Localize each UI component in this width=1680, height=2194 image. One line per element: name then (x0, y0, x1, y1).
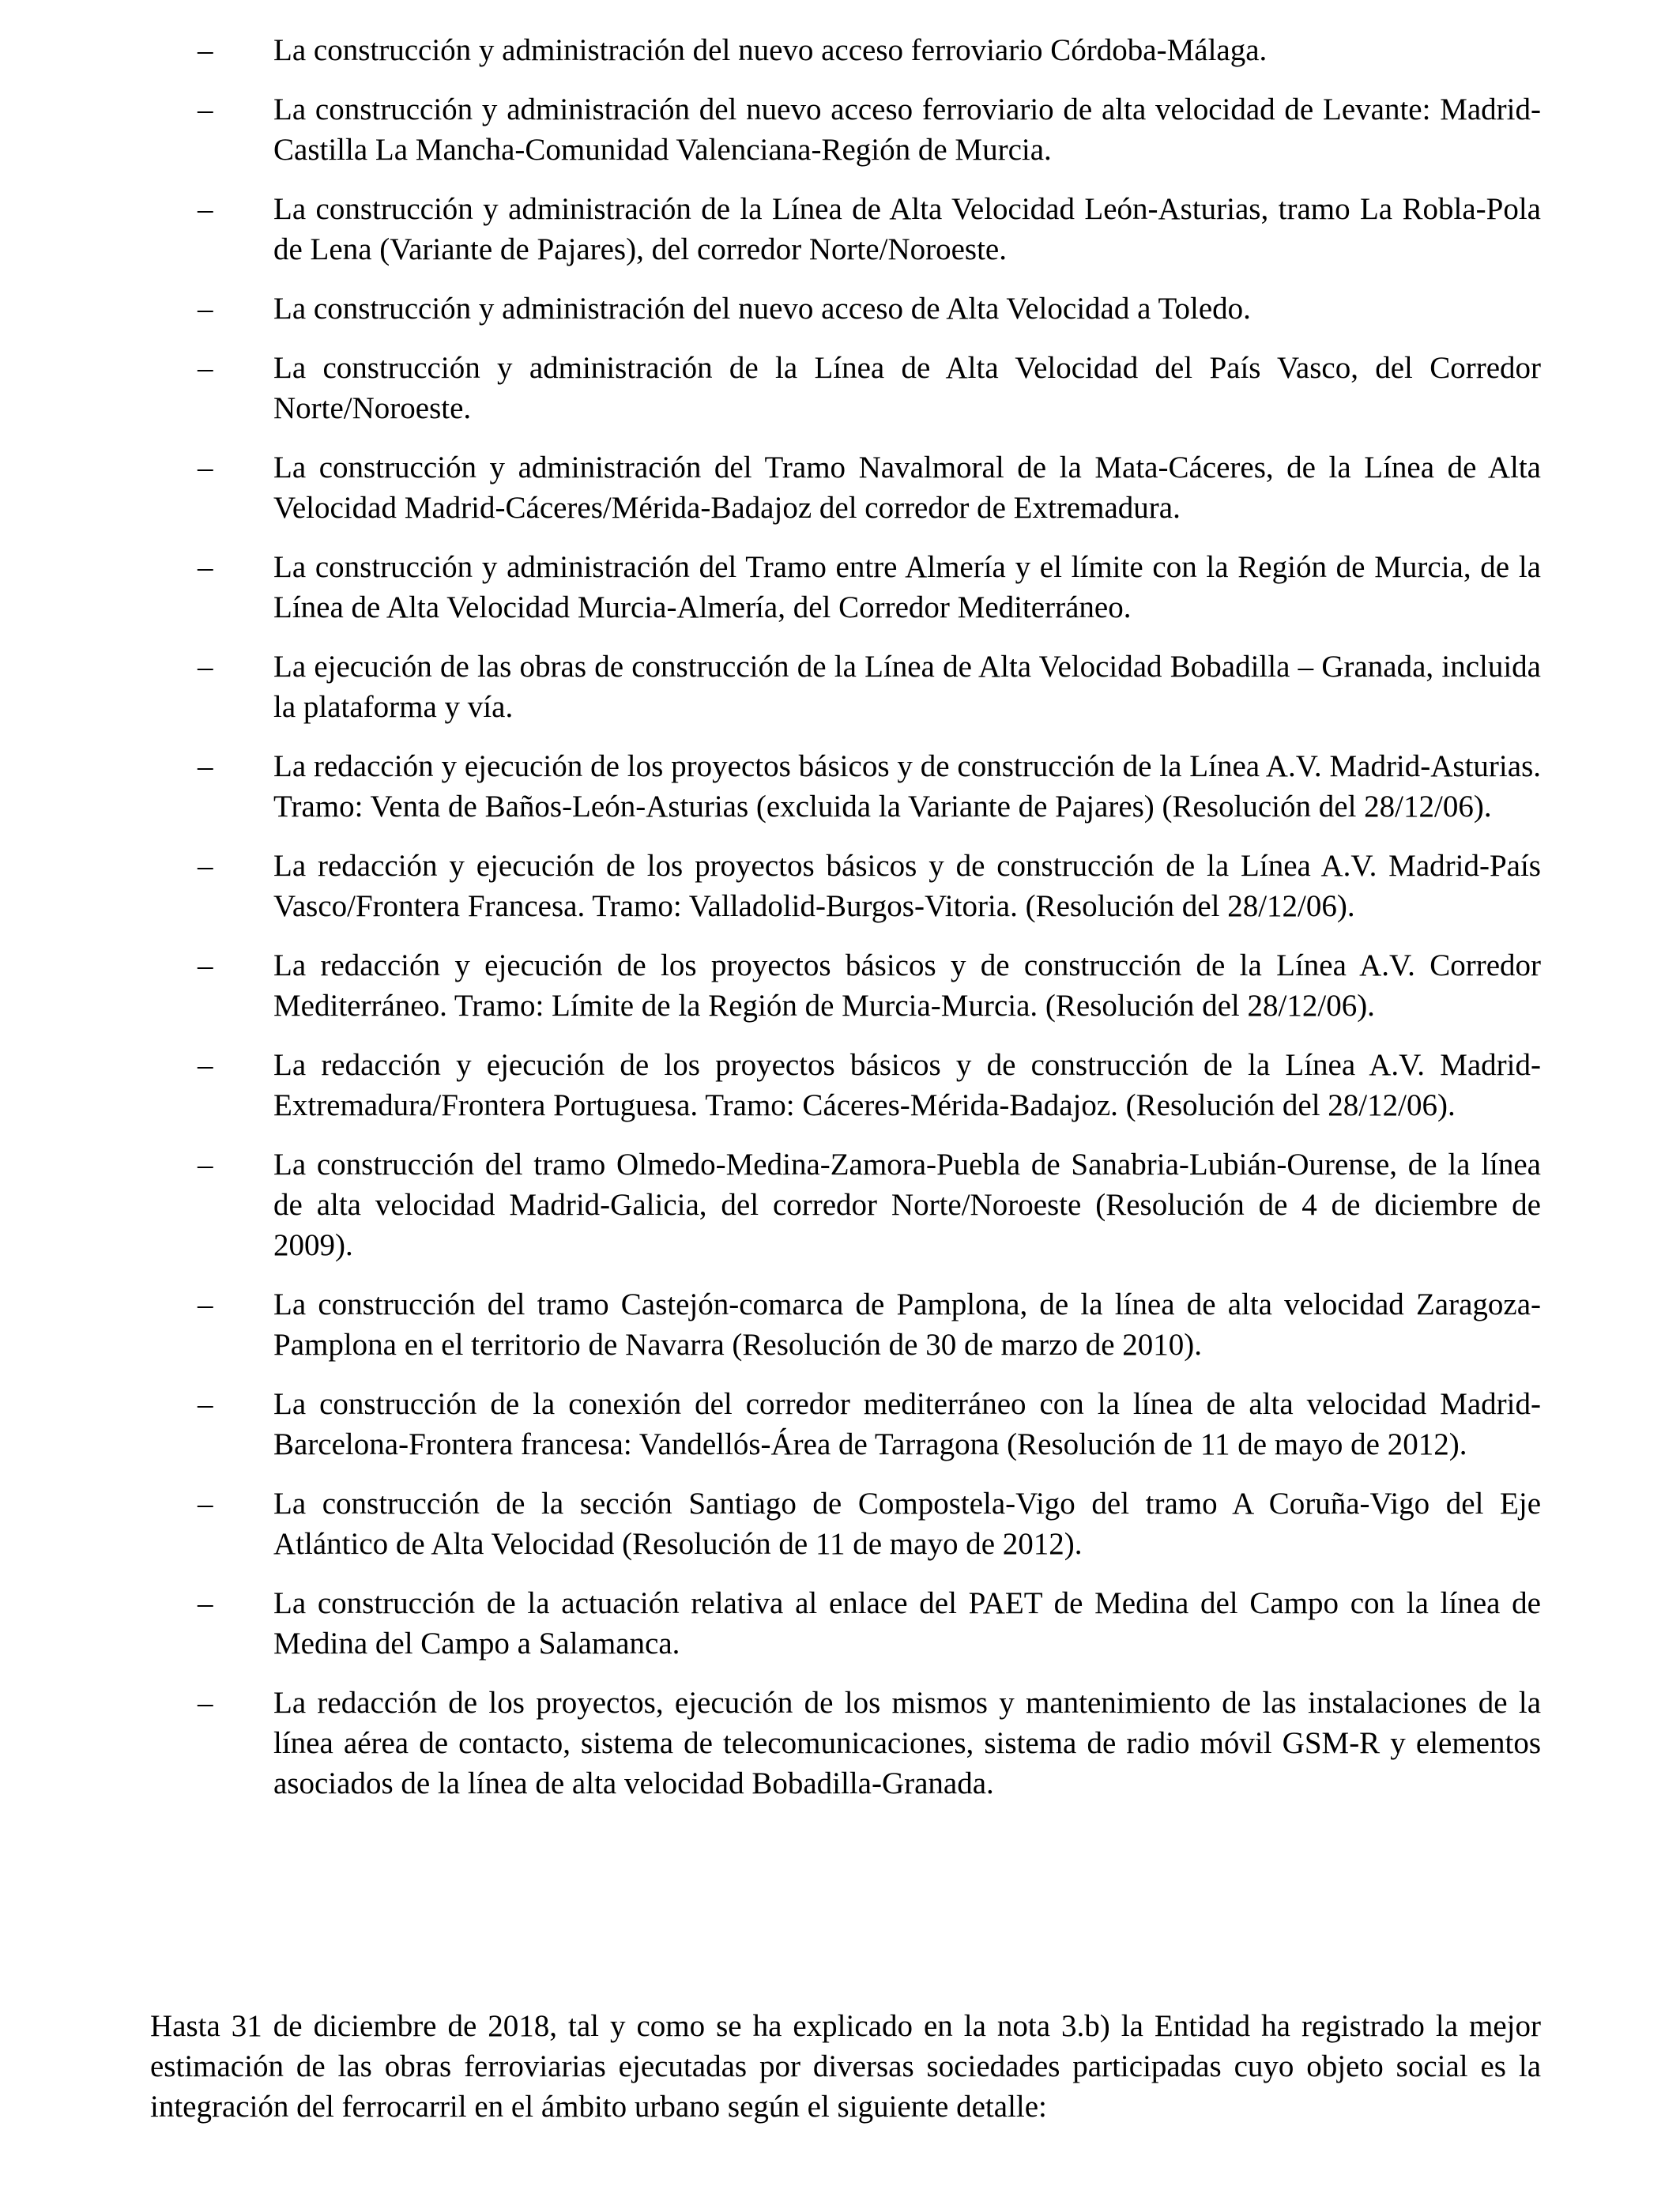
list-item-text: La redacción y ejecución de los proyectos básicos y de construcción de la Línea A.V. Madrid-País Vasco/Frontera Francesa. Tramo: Valladolid-Burgos-Vitoria. (Resolución del 28/12/06). (273, 849, 1541, 923)
list-item-text: La redacción de los proyectos, ejecución de los mismos y mantenimiento de las instalaciones de la línea aérea de contacto, sistema de telecomunicaciones, sistema de radio móvil GSM-R y elementos asociados de la línea de alta velocidad Bobadilla-Granada. (273, 1686, 1541, 1800)
list-item (198, 1683, 1541, 1804)
dash-bullet: – (198, 849, 213, 883)
list-item-text: La construcción de la actuación relativa al enlace del PAET de Medina del Campo con la línea de Medina del Campo a Salamanca. (273, 1586, 1541, 1661)
dash-bullet: – (198, 351, 213, 385)
list-item-text: La construcción de la sección Santiago de Compostela-Vigo del tramo A Coruña-Vigo del Eje Atlántico de Alta Velocidad (Resolución de 11 de mayo de 2012). (273, 1487, 1541, 1561)
list-item (198, 1483, 1541, 1564)
railway-works-list (198, 30, 1541, 1823)
list-item-text: La construcción de la conexión del corredor mediterráneo con la línea de alta velocidad Madrid-Barcelona-Frontera francesa: Vandellós-Área de Tarragona (Resolución de 11 de mayo de 2012). (273, 1387, 1541, 1461)
list-item (198, 288, 1541, 329)
list-item-text: La construcción y administración del Tramo Navalmoral de la Mata-Cáceres, de la Línea de Alta Velocidad Madrid-Cáceres/Mérida-Badajoz del corredor de Extremadura. (273, 450, 1541, 525)
dash-bullet: – (198, 1686, 213, 1720)
list-item-text: La redacción y ejecución de los proyectos básicos y de construcción de la Línea A.V. Madrid-Extremadura/Frontera Portuguesa. Tramo: Cáceres-Mérida-Badajoz. (Resolución del 28/12/06). (273, 1048, 1541, 1122)
list-item (198, 447, 1541, 528)
dash-bullet: – (198, 1287, 213, 1321)
dash-bullet: – (198, 92, 213, 126)
list-item (198, 746, 1541, 827)
dash-bullet: – (198, 192, 213, 226)
dash-bullet: – (198, 650, 213, 684)
list-item-text: La construcción del tramo Castejón-comarca de Pamplona, de la línea de alta velocidad Zaragoza-Pamplona en el territorio de Navarra (Resolución de 30 de marzo de 2010). (273, 1287, 1541, 1362)
dash-bullet: – (198, 1387, 213, 1421)
dash-bullet: – (198, 1048, 213, 1082)
list-item-text: La construcción y administración de la Línea de Alta Velocidad León-Asturias, tramo La Robla-Pola de Lena (Variante de Pajares), del corredor Norte/Noroeste. (273, 192, 1541, 266)
list-item-text: La construcción y administración del nuevo acceso ferroviario de alta velocidad de Levante: Madrid-Castilla La Mancha-Comunidad Valenciana-Región de Murcia. (273, 92, 1541, 167)
list-item (198, 1583, 1541, 1664)
dash-bullet: – (198, 1586, 213, 1620)
list-item (198, 846, 1541, 926)
dash-bullet: – (198, 550, 213, 584)
list-item-text: La construcción del tramo Olmedo-Medina-Zamora-Puebla de Sanabria-Lubián-Ourense, de la línea de alta velocidad Madrid-Galicia, del corredor Norte/Noroeste (Resolución de 4 de diciembre de 2009). (273, 1148, 1541, 1262)
list-item (198, 1144, 1541, 1265)
dash-bullet: – (198, 450, 213, 484)
list-item-text: La construcción y administración de la Línea de Alta Velocidad del País Vasco, del Corredor Norte/Noroeste. (273, 351, 1541, 425)
dash-bullet: – (198, 948, 213, 982)
list-item-text: La construcción y administración del nuevo acceso ferroviario Córdoba-Málaga. (273, 33, 1268, 67)
list-item-text: La ejecución de las obras de construcción de la Línea de Alta Velocidad Bobadilla – Granada, incluida la plataforma y vía. (273, 650, 1541, 724)
list-item (198, 348, 1541, 428)
list-item (198, 1045, 1541, 1125)
list-item (198, 647, 1541, 727)
list-item (198, 89, 1541, 170)
list-item-text: La redacción y ejecución de los proyectos básicos y de construcción de la Línea A.V. Corredor Mediterráneo. Tramo: Límite de la Región de Murcia-Murcia. (Resolución del 28/12/06). (273, 948, 1541, 1023)
dash-bullet: – (198, 749, 213, 783)
closing-paragraph: Hasta 31 de diciembre de 2018, tal y como se ha explicado en la nota 3.b) la Entidad ha registrado la mejor estimación de las obras ferroviarias ejecutadas por diversas sociedades participadas cuyo objeto social es la integración del ferrocarril en el ámbito urbano según el siguiente detalle: (150, 2009, 1541, 2124)
list-item (198, 30, 1541, 70)
list-item (198, 1384, 1541, 1465)
list-item (198, 189, 1541, 270)
dash-bullet: – (198, 292, 213, 326)
dash-bullet: – (198, 1487, 213, 1521)
list-item-text: La construcción y administración del Tramo entre Almería y el límite con la Región de Murcia, de la Línea de Alta Velocidad Murcia-Almería, del Corredor Mediterráneo. (273, 550, 1541, 624)
dash-bullet: – (198, 33, 213, 67)
list-item (198, 1284, 1541, 1365)
list-item-text: La redacción y ejecución de los proyectos básicos y de construcción de la Línea A.V. Madrid-Asturias. Tramo: Venta de Baños-León-Asturias (excluida la Variante de Pajares) (Resolución del 28/12/06). (273, 749, 1541, 824)
list-item-text: La construcción y administración del nuevo acceso de Alta Velocidad a Toledo. (273, 292, 1251, 326)
list-item (198, 945, 1541, 1026)
dash-bullet: – (198, 1148, 213, 1182)
list-item (198, 547, 1541, 628)
